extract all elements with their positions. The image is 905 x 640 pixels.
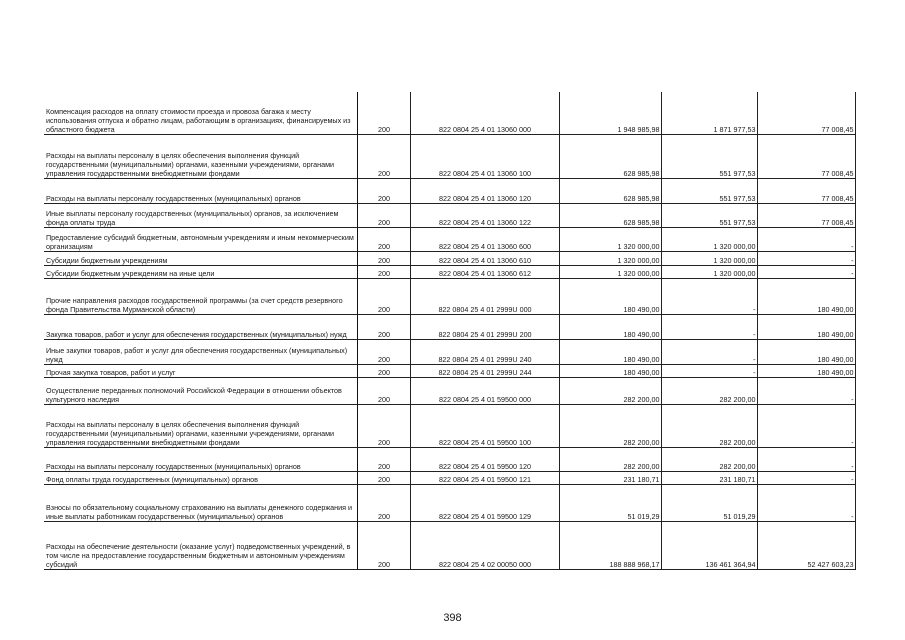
row-description: Расходы на выплаты персоналу государственных (муниципальных) органов <box>44 178 357 203</box>
row-unexecuted-amount: 77 008,45 <box>757 203 855 227</box>
row-line-code: 200 <box>357 251 410 265</box>
row-description: Иные выплаты персоналу государственных (муниципальных) органов, за исключением фонда оплаты труда <box>44 203 357 227</box>
row-budget-classification-code: 822 0804 25 4 02 00050 000 <box>410 521 559 569</box>
row-line-code: 200 <box>357 134 410 178</box>
row-approved-amount: 628 985,98 <box>559 134 661 178</box>
table-row <box>44 447 855 471</box>
row-executed-amount: 1 320 000,00 <box>661 227 757 251</box>
table-row <box>44 178 855 203</box>
row-executed-amount: 551 977,53 <box>661 178 757 203</box>
table-row <box>44 92 855 134</box>
row-line-code: 200 <box>357 484 410 521</box>
row-approved-amount: 1 948 985,98 <box>559 92 661 134</box>
row-approved-amount: 282 200,00 <box>559 404 661 447</box>
row-approved-amount: 231 180,71 <box>559 471 661 484</box>
row-line-code: 200 <box>357 265 410 278</box>
row-description: Фонд оплаты труда государственных (муниципальных) органов <box>44 471 357 484</box>
row-line-code: 200 <box>357 203 410 227</box>
row-unexecuted-amount: - <box>757 377 855 404</box>
row-description: Предоставление субсидий бюджетным, автономным учреждениям и иным некоммерческим организациям <box>44 227 357 251</box>
table-row <box>44 314 855 339</box>
row-unexecuted-amount: 180 490,00 <box>757 278 855 314</box>
row-executed-amount: 282 200,00 <box>661 447 757 471</box>
table-row <box>44 203 855 227</box>
budget-execution-table <box>44 92 856 570</box>
row-budget-classification-code: 822 0804 25 4 01 13060 120 <box>410 178 559 203</box>
row-description: Субсидии бюджетным учреждениям на иные цели <box>44 265 357 278</box>
row-executed-amount: 51 019,29 <box>661 484 757 521</box>
row-executed-amount: 1 871 977,53 <box>661 92 757 134</box>
row-unexecuted-amount: - <box>757 404 855 447</box>
row-description: Взносы по обязательному социальному страхованию на выплаты денежного содержания и иные выплаты работникам государственных (муниципальных) органов <box>44 484 357 521</box>
row-line-code: 200 <box>357 471 410 484</box>
row-executed-amount: 282 200,00 <box>661 377 757 404</box>
row-line-code: 200 <box>357 377 410 404</box>
row-description: Расходы на обеспечение деятельности (оказание услуг) подведомственных учреждений, в том числе на предоставление государственным бюджетным и автономным учреждениям субсидий <box>44 521 357 569</box>
row-approved-amount: 282 200,00 <box>559 377 661 404</box>
row-description: Расходы на выплаты персоналу государственных (муниципальных) органов <box>44 447 357 471</box>
page-number: 398 <box>443 612 462 624</box>
row-description: Расходы на выплаты персоналу в целях обеспечения выполнения функций государственными (муниципальными) органами, казенными учреждениями, органами управления государственными внебюджетными фондами <box>44 404 357 447</box>
row-unexecuted-amount: - <box>757 251 855 265</box>
row-unexecuted-amount: - <box>757 227 855 251</box>
row-executed-amount: 231 180,71 <box>661 471 757 484</box>
row-budget-classification-code: 822 0804 25 4 01 59500 100 <box>410 404 559 447</box>
table-row <box>44 251 855 265</box>
row-executed-amount: - <box>661 339 757 364</box>
table-row <box>44 484 855 521</box>
table-body <box>44 92 855 569</box>
row-executed-amount: 136 461 364,94 <box>661 521 757 569</box>
row-approved-amount: 1 320 000,00 <box>559 227 661 251</box>
table-row <box>44 265 855 278</box>
row-line-code: 200 <box>357 364 410 377</box>
row-approved-amount: 282 200,00 <box>559 447 661 471</box>
row-executed-amount: 551 977,53 <box>661 134 757 178</box>
row-executed-amount: 1 320 000,00 <box>661 251 757 265</box>
row-budget-classification-code: 822 0804 25 4 01 2999U 200 <box>410 314 559 339</box>
table-row <box>44 364 855 377</box>
row-budget-classification-code: 822 0804 25 4 01 59500 120 <box>410 447 559 471</box>
row-budget-classification-code: 822 0804 25 4 01 59500 121 <box>410 471 559 484</box>
row-executed-amount: 1 320 000,00 <box>661 265 757 278</box>
row-budget-classification-code: 822 0804 25 4 01 59500 000 <box>410 377 559 404</box>
row-executed-amount: 551 977,53 <box>661 203 757 227</box>
row-line-code: 200 <box>357 404 410 447</box>
row-line-code: 200 <box>357 278 410 314</box>
table-row <box>44 134 855 178</box>
row-unexecuted-amount: - <box>757 484 855 521</box>
row-budget-classification-code: 822 0804 25 4 01 13060 600 <box>410 227 559 251</box>
row-approved-amount: 180 490,00 <box>559 339 661 364</box>
row-line-code: 200 <box>357 314 410 339</box>
row-budget-classification-code: 822 0804 25 4 01 13060 000 <box>410 92 559 134</box>
row-line-code: 200 <box>357 178 410 203</box>
row-description: Прочие направления расходов государственной программы (за счет средств резервного фонда Правительства Мурманской области) <box>44 278 357 314</box>
row-line-code: 200 <box>357 339 410 364</box>
row-approved-amount: 1 320 000,00 <box>559 265 661 278</box>
row-budget-classification-code: 822 0804 25 4 01 13060 100 <box>410 134 559 178</box>
row-line-code: 200 <box>357 447 410 471</box>
row-budget-classification-code: 822 0804 25 4 01 2999U 244 <box>410 364 559 377</box>
row-approved-amount: 628 985,98 <box>559 203 661 227</box>
row-unexecuted-amount: 180 490,00 <box>757 364 855 377</box>
row-line-code: 200 <box>357 227 410 251</box>
row-budget-classification-code: 822 0804 25 4 01 13060 612 <box>410 265 559 278</box>
row-budget-classification-code: 822 0804 25 4 01 2999U 240 <box>410 339 559 364</box>
row-unexecuted-amount: 52 427 603,23 <box>757 521 855 569</box>
row-unexecuted-amount: 180 490,00 <box>757 339 855 364</box>
row-budget-classification-code: 822 0804 25 4 01 59500 129 <box>410 484 559 521</box>
row-budget-classification-code: 822 0804 25 4 01 13060 610 <box>410 251 559 265</box>
row-line-code: 200 <box>357 92 410 134</box>
table-row <box>44 404 855 447</box>
row-approved-amount: 51 019,29 <box>559 484 661 521</box>
row-unexecuted-amount: 180 490,00 <box>757 314 855 339</box>
row-unexecuted-amount: 77 008,45 <box>757 92 855 134</box>
row-executed-amount: 282 200,00 <box>661 404 757 447</box>
row-budget-classification-code: 822 0804 25 4 01 2999U 000 <box>410 278 559 314</box>
row-description: Расходы на выплаты персоналу в целях обеспечения выполнения функций государственными (муниципальными) органами, казенными учреждениями, органами управления государственными внебюджетными фондами <box>44 134 357 178</box>
row-description: Иные закупки товаров, работ и услуг для обеспечения государственных (муниципальных) нужд <box>44 339 357 364</box>
table-row <box>44 278 855 314</box>
row-approved-amount: 180 490,00 <box>559 278 661 314</box>
row-budget-classification-code: 822 0804 25 4 01 13060 122 <box>410 203 559 227</box>
row-executed-amount: - <box>661 314 757 339</box>
row-unexecuted-amount: - <box>757 265 855 278</box>
table-row <box>44 339 855 364</box>
row-executed-amount: - <box>661 364 757 377</box>
row-unexecuted-amount: 77 008,45 <box>757 134 855 178</box>
row-description: Субсидии бюджетным учреждениям <box>44 251 357 265</box>
row-approved-amount: 180 490,00 <box>559 364 661 377</box>
table-row <box>44 377 855 404</box>
row-approved-amount: 628 985,98 <box>559 178 661 203</box>
row-approved-amount: 1 320 000,00 <box>559 251 661 265</box>
row-approved-amount: 180 490,00 <box>559 314 661 339</box>
row-description: Закупка товаров, работ и услуг для обеспечения государственных (муниципальных) нужд <box>44 314 357 339</box>
row-line-code: 200 <box>357 521 410 569</box>
budget-table-container <box>44 92 855 570</box>
table-row <box>44 471 855 484</box>
table-row <box>44 227 855 251</box>
table-row <box>44 521 855 569</box>
row-unexecuted-amount: - <box>757 447 855 471</box>
row-description: Осуществление переданных полномочий Российской Федерации в отношении объектов культурного наследия <box>44 377 357 404</box>
row-description: Компенсация расходов на оплату стоимости проезда и провоза багажа к месту использования отпуска и обратно лицам, работающим в организациях, финансируемых из областного бюджета <box>44 92 357 134</box>
row-unexecuted-amount: 77 008,45 <box>757 178 855 203</box>
row-approved-amount: 188 888 968,17 <box>559 521 661 569</box>
row-unexecuted-amount: - <box>757 471 855 484</box>
row-description: Прочая закупка товаров, работ и услуг <box>44 364 357 377</box>
row-executed-amount: - <box>661 278 757 314</box>
